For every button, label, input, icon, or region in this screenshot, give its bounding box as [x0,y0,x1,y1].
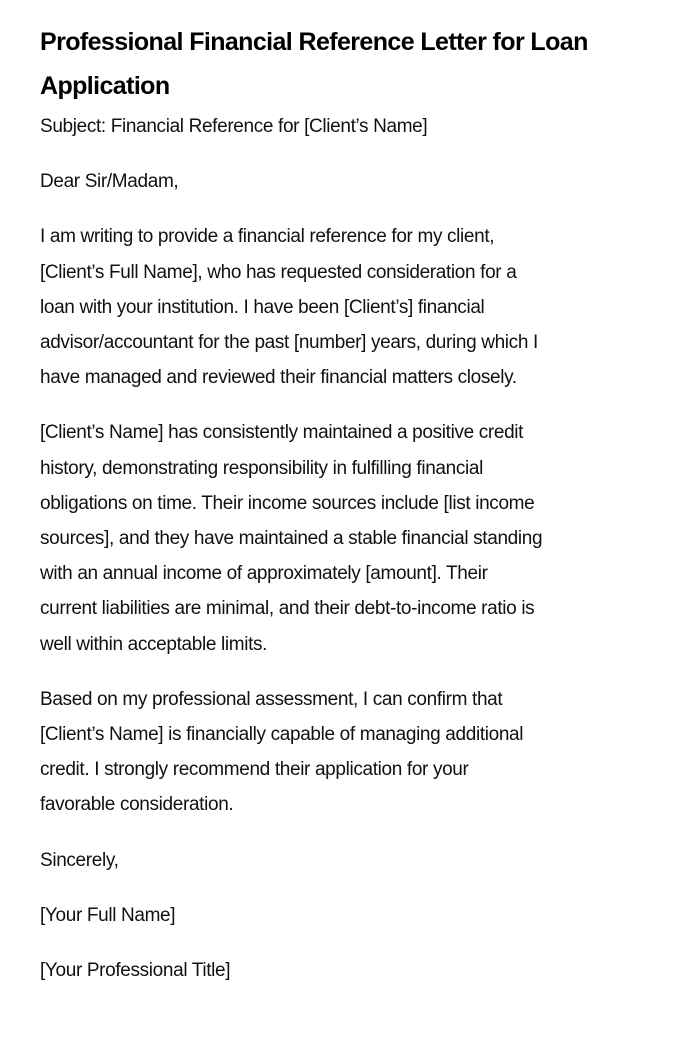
spacer [40,662,660,682]
paragraph-line: favorable consideration. [40,794,234,816]
signature-title: [Your Professional Title] [40,960,231,982]
paragraph-introduction [40,219,660,395]
paragraph-credit-history [40,415,660,661]
closing: Sincerely, [40,849,119,871]
spacer [40,144,660,164]
title-line: Professional Financial Reference Letter for Loan [40,28,588,56]
spacer [40,878,660,898]
salutation: Dear Sir/Madam, [40,171,179,193]
paragraph-line: well within acceptable limits. [40,633,268,655]
paragraph-line: sources], and they have maintained a stable financial standing [40,528,543,550]
paragraph-line: Based on my professional assessment, I can confirm that [40,688,503,710]
paragraph-line: [Client’s Name] has consistently maintained a positive credit [40,422,524,444]
paragraph-line: with an annual income of approximately [amount]. Their [40,563,488,585]
paragraph-line: advisor/accountant for the past [number] years, during which I [40,332,538,354]
paragraph-line: credit. I strongly recommend their application for your [40,759,469,781]
spacer [40,395,660,415]
paragraph-line: [Client’s Full Name], who has requested consideration for a [40,261,517,283]
signature-name: [Your Full Name] [40,904,176,926]
paragraph-line: have managed and reviewed their financial matters closely. [40,367,517,389]
paragraph-line: [Client’s Name] is financially capable of managing additional [40,724,524,746]
paragraph-line: history, demonstrating responsibility in fulfilling financial [40,457,483,479]
subject-line: Subject: Financial Reference for [Client’s Name] [40,116,428,137]
page-title [40,20,660,108]
title-line: Application [40,72,170,100]
spacer [40,933,660,953]
paragraph-line: current liabilities are minimal, and their debt-to-income ratio is [40,598,535,620]
paragraph-recommendation [40,682,660,823]
spacer [40,823,660,843]
spacer [40,199,660,219]
paragraph-line: loan with your institution. I have been [Client’s] financial [40,296,485,318]
paragraph-line: obligations on time. Their income sources include [list income [40,492,535,514]
paragraph-line: I am writing to provide a financial reference for my client, [40,226,495,248]
